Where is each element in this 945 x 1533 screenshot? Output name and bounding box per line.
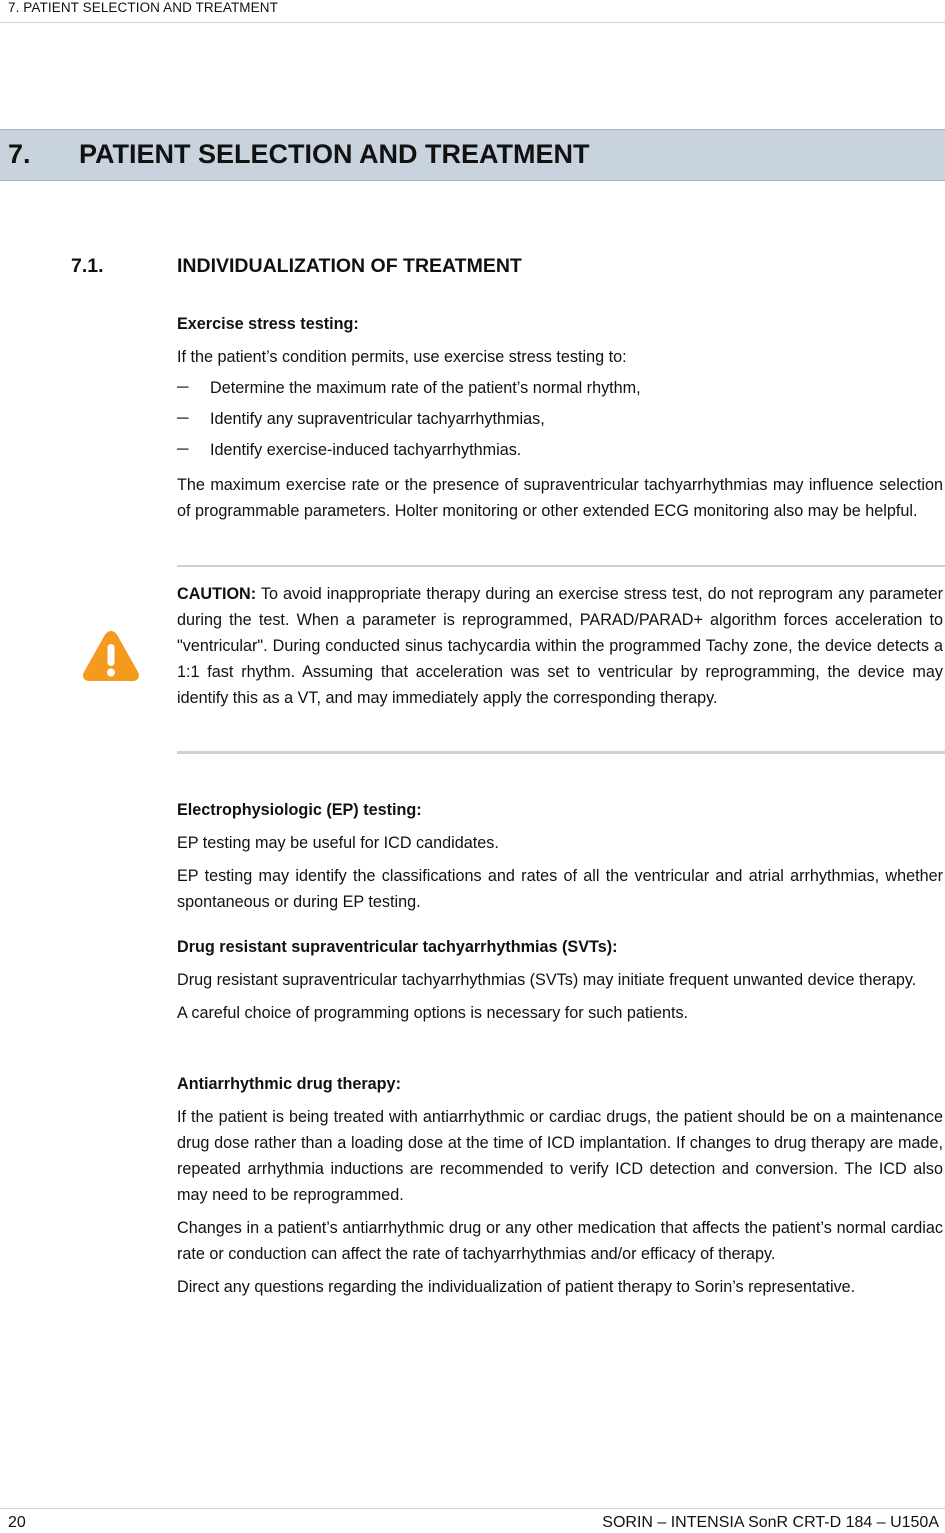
chapter-number: 7. bbox=[8, 139, 31, 169]
chapter-title: PATIENT SELECTION AND TREATMENT bbox=[79, 139, 590, 169]
page-number: 20 bbox=[8, 1514, 26, 1531]
ep-heading: Electrophysiologic (EP) testing: bbox=[177, 801, 422, 819]
caution-text bbox=[177, 581, 943, 711]
list-item bbox=[177, 437, 943, 463]
footer-rule bbox=[0, 1508, 945, 1509]
list-item-text: Identify exercise-induced tachyarrhythmias. bbox=[210, 441, 522, 459]
exercise-body: The maximum exercise rate or the presence of supraventricular tachyarrhythmias may influence selection of programmable parameters. Holter monitoring or other extended ECG monitoring also may be helpful. bbox=[177, 476, 943, 520]
svt-heading: Drug resistant supraventricular tachyarrhythmias (SVTs): bbox=[177, 938, 618, 956]
document-id: SORIN – INTENSIA SonR CRT-D 184 – U150A bbox=[602, 1514, 939, 1531]
drug-heading: Antiarrhythmic drug therapy: bbox=[177, 1075, 401, 1093]
ep-block bbox=[177, 797, 943, 915]
list-item bbox=[177, 406, 943, 432]
svt-block bbox=[177, 934, 943, 1026]
list-item-text: Identify any supraventricular tachyarrhythmias, bbox=[210, 410, 545, 428]
svt-paragraph-2: A careful choice of programming options is necessary for such patients. bbox=[177, 1004, 689, 1022]
caution-block bbox=[177, 581, 943, 711]
ep-paragraph-1: EP testing may be useful for ICD candidates. bbox=[177, 834, 499, 852]
drug-paragraph-1: If the patient is being treated with antiarrhythmic or cardiac drugs, the patient should be on a maintenance drug dose rather than a loading dose at the time of ICD implantation. If changes to drug therapy are made, repeated arrhythmia inductions are recommended to verify ICD detection and conversion. The ICD also may need to be reprogrammed. bbox=[177, 1108, 943, 1204]
dash-bullet-icon: ─ bbox=[177, 440, 189, 458]
running-header bbox=[0, 0, 945, 23]
caution-body: To avoid inappropriate therapy during an exercise stress test, do not reprogram any parameter during the test. When a parameter is reprogrammed, PARAD/PARAD+ algorithm forces acceleration to "ventricular". During conducted sinus tachycardia within the programmed Tachy zone, the device detects a 1:1 fast rhythm. Assuming that acceleration was set to ventricular by reprogramming, the device may identify this as a VT, and may immediately apply the corresponding therapy. bbox=[177, 585, 943, 707]
exercise-intro: If the patient’s condition permits, use exercise stress testing to: bbox=[177, 348, 627, 366]
exercise-heading: Exercise stress testing: bbox=[177, 315, 359, 333]
dash-bullet-icon: ─ bbox=[177, 409, 189, 427]
svt-paragraph-1: Drug resistant supraventricular tachyarrhythmias (SVTs) may initiate frequent unwanted device therapy. bbox=[177, 971, 917, 989]
section-title: INDIVIDUALIZATION OF TREATMENT bbox=[177, 255, 522, 277]
caution-label: CAUTION: bbox=[177, 585, 257, 603]
section-number: 7.1. bbox=[71, 255, 104, 277]
ep-paragraph-2: EP testing may identify the classifications and rates of all the ventricular and atrial arrhythmias, whether spontaneous or during EP testing. bbox=[177, 867, 943, 911]
drug-paragraph-3: Direct any questions regarding the individualization of patient therapy to Sorin’s representative. bbox=[177, 1278, 856, 1296]
list-item-text: Determine the maximum rate of the patient’s normal rhythm, bbox=[210, 379, 641, 397]
dash-bullet-icon: ─ bbox=[177, 378, 189, 396]
list-item bbox=[177, 375, 943, 401]
caution-bottom-rule bbox=[177, 751, 945, 754]
drug-block bbox=[177, 1071, 943, 1300]
drug-paragraph-2: Changes in a patient’s antiarrhythmic drug or any other medication that affects the patient’s normal cardiac rate or conduction can affect the rate of tachyarrhythmias and/or efficacy of therapy. bbox=[177, 1219, 943, 1263]
exercise-body-block bbox=[177, 472, 943, 524]
exercise-intro-block bbox=[177, 311, 943, 370]
warning-triangle-icon bbox=[81, 628, 141, 684]
chapter-heading bbox=[0, 129, 945, 181]
caution-top-rule bbox=[177, 565, 945, 567]
running-header-text: 7. PATIENT SELECTION AND TREATMENT bbox=[8, 0, 278, 15]
